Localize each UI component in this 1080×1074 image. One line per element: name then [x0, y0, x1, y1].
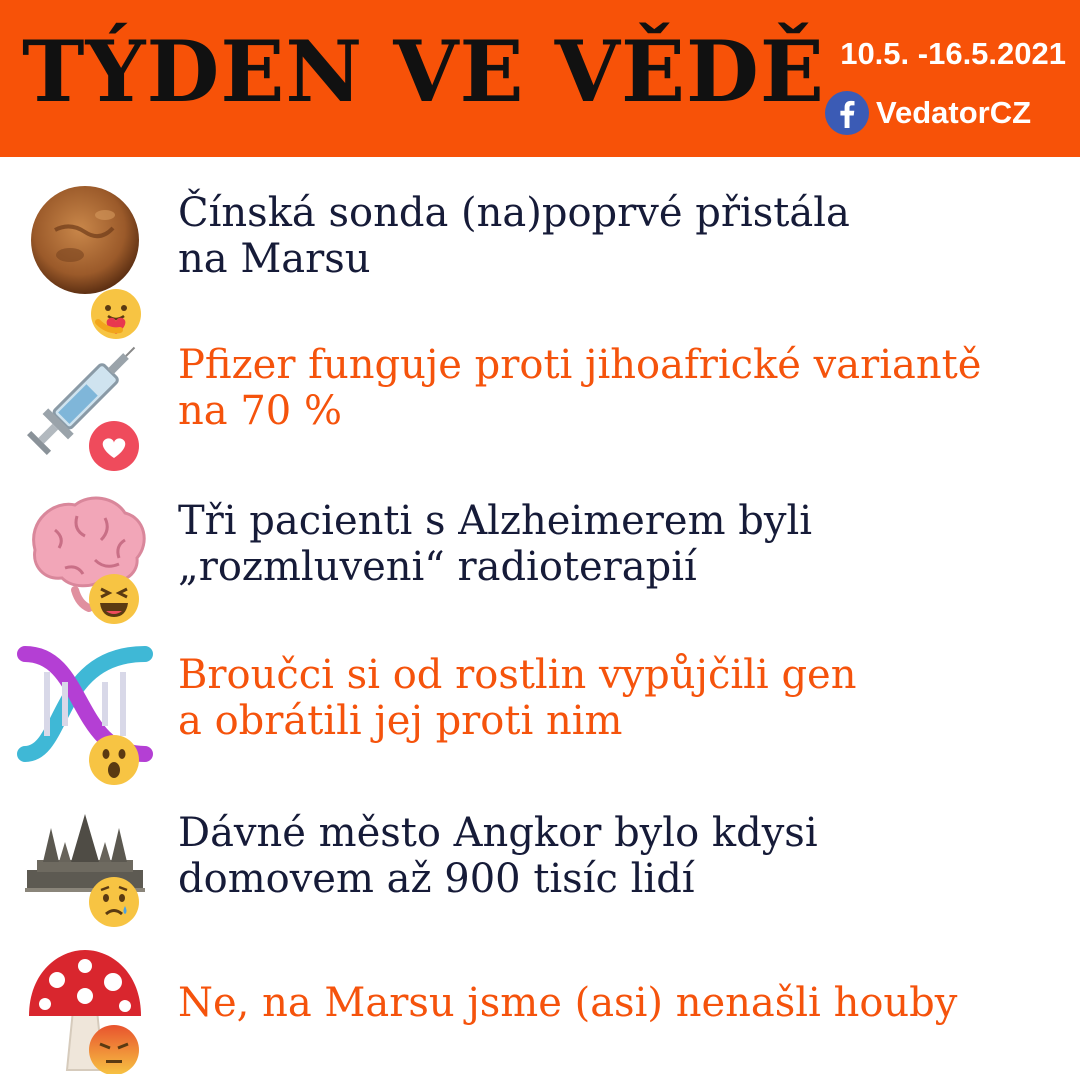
sad-reaction-icon	[88, 876, 140, 928]
news-headline	[178, 980, 957, 1026]
page-title: TÝDEN VE VĚDĚ	[22, 22, 825, 121]
news-headline	[178, 498, 812, 590]
headline-line: Broučci si od rostlin vypůjčili gen	[178, 652, 857, 698]
headline-line: Čínská sonda (na)poprvé přistála	[178, 190, 850, 236]
header-banner	[0, 0, 1080, 157]
facebook-icon	[824, 90, 870, 136]
news-headline	[178, 342, 981, 434]
news-item[interactable]	[0, 936, 1080, 1074]
angry-reaction-icon	[88, 1024, 140, 1074]
headline-line: „rozmluveni“ radioterapií	[178, 544, 697, 590]
news-item[interactable]	[0, 632, 1080, 772]
news-headline	[178, 190, 850, 282]
headline-line: Tři pacienti s Alzheimerem byli	[178, 498, 813, 544]
headline-line: na 70 %	[178, 388, 342, 434]
headline-line: na Marsu	[178, 236, 371, 282]
news-item[interactable]	[0, 790, 1080, 930]
facebook-handle: VedatorCZ	[876, 95, 1032, 130]
haha-reaction-icon	[88, 573, 140, 625]
love-reaction-icon	[88, 420, 140, 472]
headline-line: a obrátili jej proti nim	[178, 698, 623, 744]
news-item[interactable]	[0, 322, 1080, 462]
news-headline	[178, 652, 856, 744]
headline-line: Pfizer funguje proti jihoafrické variantě	[178, 342, 982, 388]
facebook-link[interactable]	[824, 90, 1031, 136]
news-item[interactable]	[0, 170, 1080, 310]
wow-reaction-icon	[88, 734, 140, 786]
headline-line: domovem až 900 tisíc lidí	[178, 856, 695, 902]
news-item[interactable]	[0, 478, 1080, 618]
news-headline	[178, 810, 818, 902]
headline-line: Dávné město Angkor bylo kdysi	[178, 810, 818, 856]
date-range: 10.5. -16.5.2021	[840, 36, 1066, 71]
headline-line: Ne, na Marsu jsme (asi) nenašli houby	[178, 980, 958, 1026]
